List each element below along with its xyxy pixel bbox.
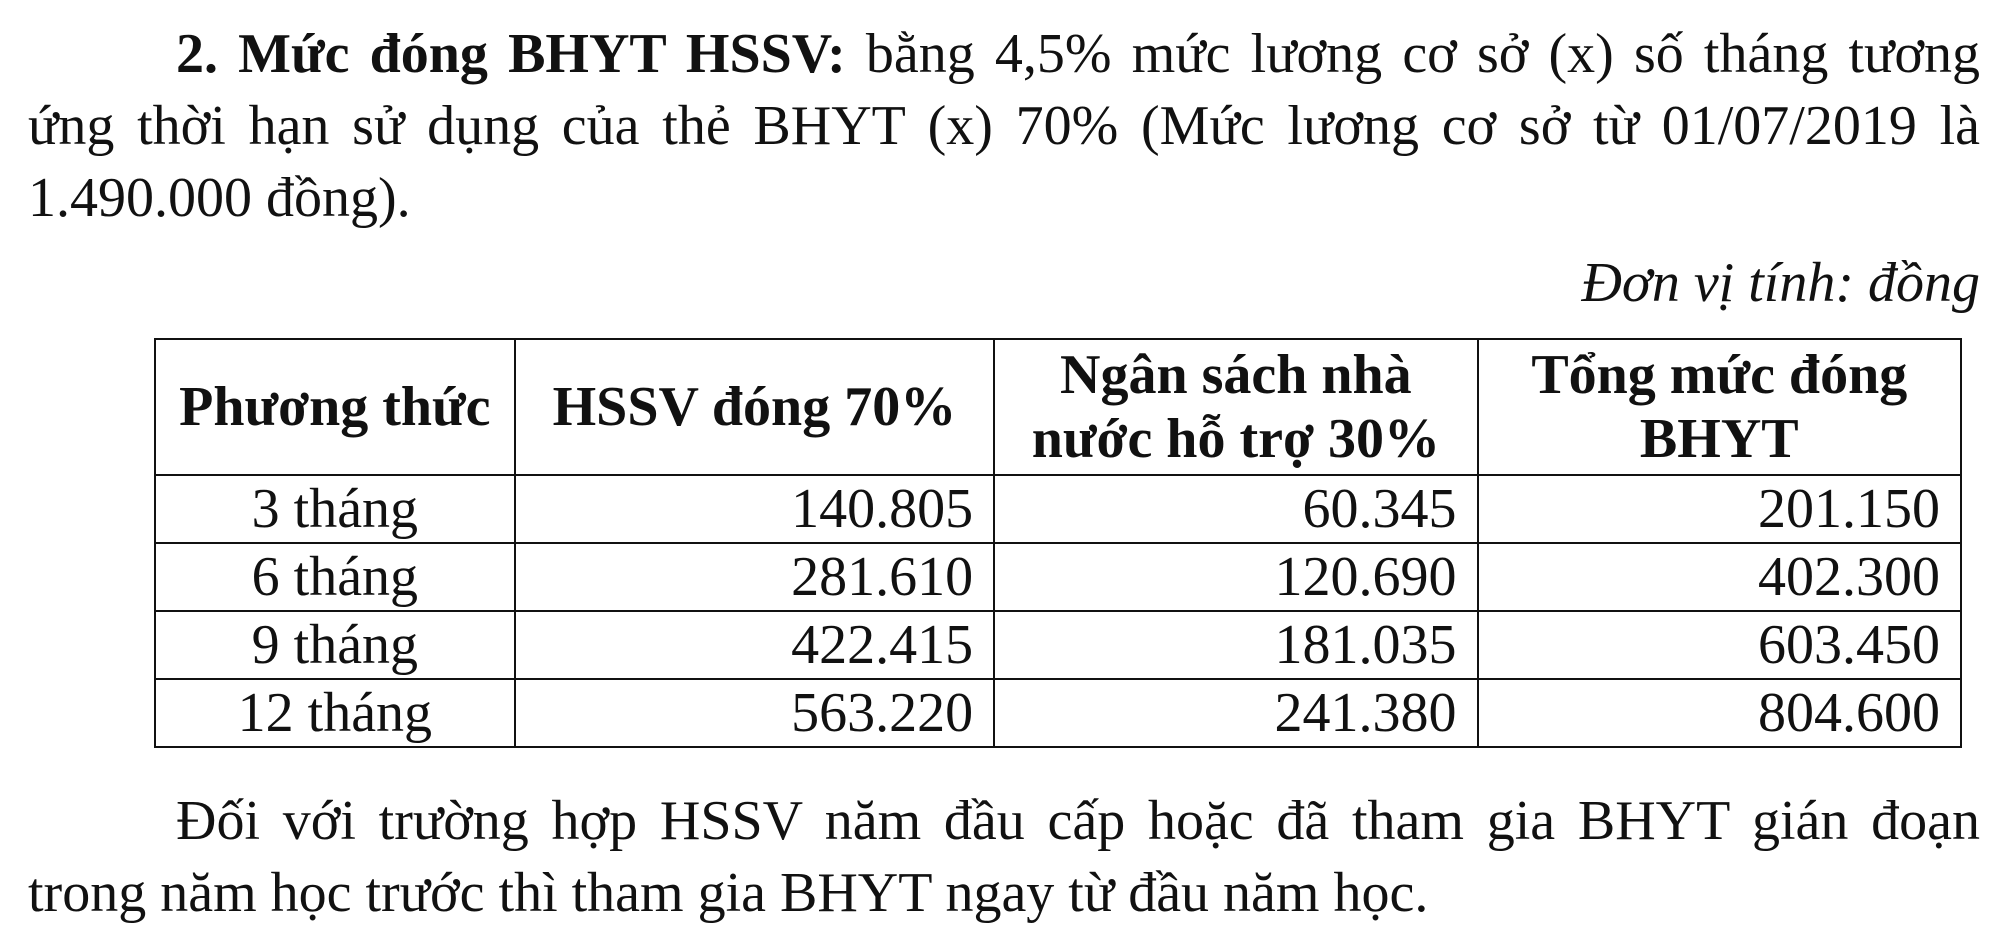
table-row: [155, 475, 1961, 543]
cell-method: 6 tháng: [155, 543, 515, 611]
section-heading: 2. Mức đóng BHYT HSSV:: [176, 23, 846, 85]
cell-student-share: 140.805: [515, 475, 994, 543]
footer-paragraph: [28, 785, 1980, 929]
paragraph-line-3: 1.490.000 đồng).: [28, 167, 411, 229]
header-state-support: Ngân sách nhà nước hỗ trợ 30%: [994, 339, 1477, 475]
header-method: Phương thức: [155, 339, 515, 475]
table-row: [155, 543, 1961, 611]
cell-total: 402.300: [1478, 543, 1961, 611]
cell-method: 12 tháng: [155, 679, 515, 747]
cell-total: 201.150: [1478, 475, 1961, 543]
contribution-paragraph: [28, 18, 1980, 234]
footer-line-2: trong năm học trước thì tham gia BHYT ngay từ đầu năm học.: [28, 862, 1429, 924]
unit-note: Đơn vị tính: đồng: [1581, 252, 1980, 314]
cell-method: 3 tháng: [155, 475, 515, 543]
cell-state-support: 120.690: [994, 543, 1477, 611]
paragraph-line-1: [28, 18, 1980, 90]
cell-method: 9 tháng: [155, 611, 515, 679]
header-total: Tổng mức đóng BHYT: [1478, 339, 1961, 475]
table-header-row: [155, 339, 1961, 475]
table-row: [155, 611, 1961, 679]
cell-student-share: 563.220: [515, 679, 994, 747]
table-row: [155, 679, 1961, 747]
header-student-share: HSSV đóng 70%: [515, 339, 994, 475]
contribution-table: [154, 338, 1962, 748]
paragraph-line-2: ứng thời hạn sử dụng của thẻ BHYT (x) 70% (Mức lương cơ sở từ 01/07/2019 là: [28, 95, 1980, 157]
cell-state-support: 60.345: [994, 475, 1477, 543]
cell-total: 603.450: [1478, 611, 1961, 679]
cell-state-support: 241.380: [994, 679, 1477, 747]
cell-student-share: 281.610: [515, 543, 994, 611]
cell-state-support: 181.035: [994, 611, 1477, 679]
cell-total: 804.600: [1478, 679, 1961, 747]
paragraph-line-1-text: bằng 4,5% mức lương cơ sở (x) số tháng tương: [865, 23, 1981, 85]
cell-student-share: 422.415: [515, 611, 994, 679]
footer-line-1: Đối với trường hợp HSSV năm đầu cấp hoặc đã tham gia BHYT gián đoạn: [176, 790, 1980, 852]
